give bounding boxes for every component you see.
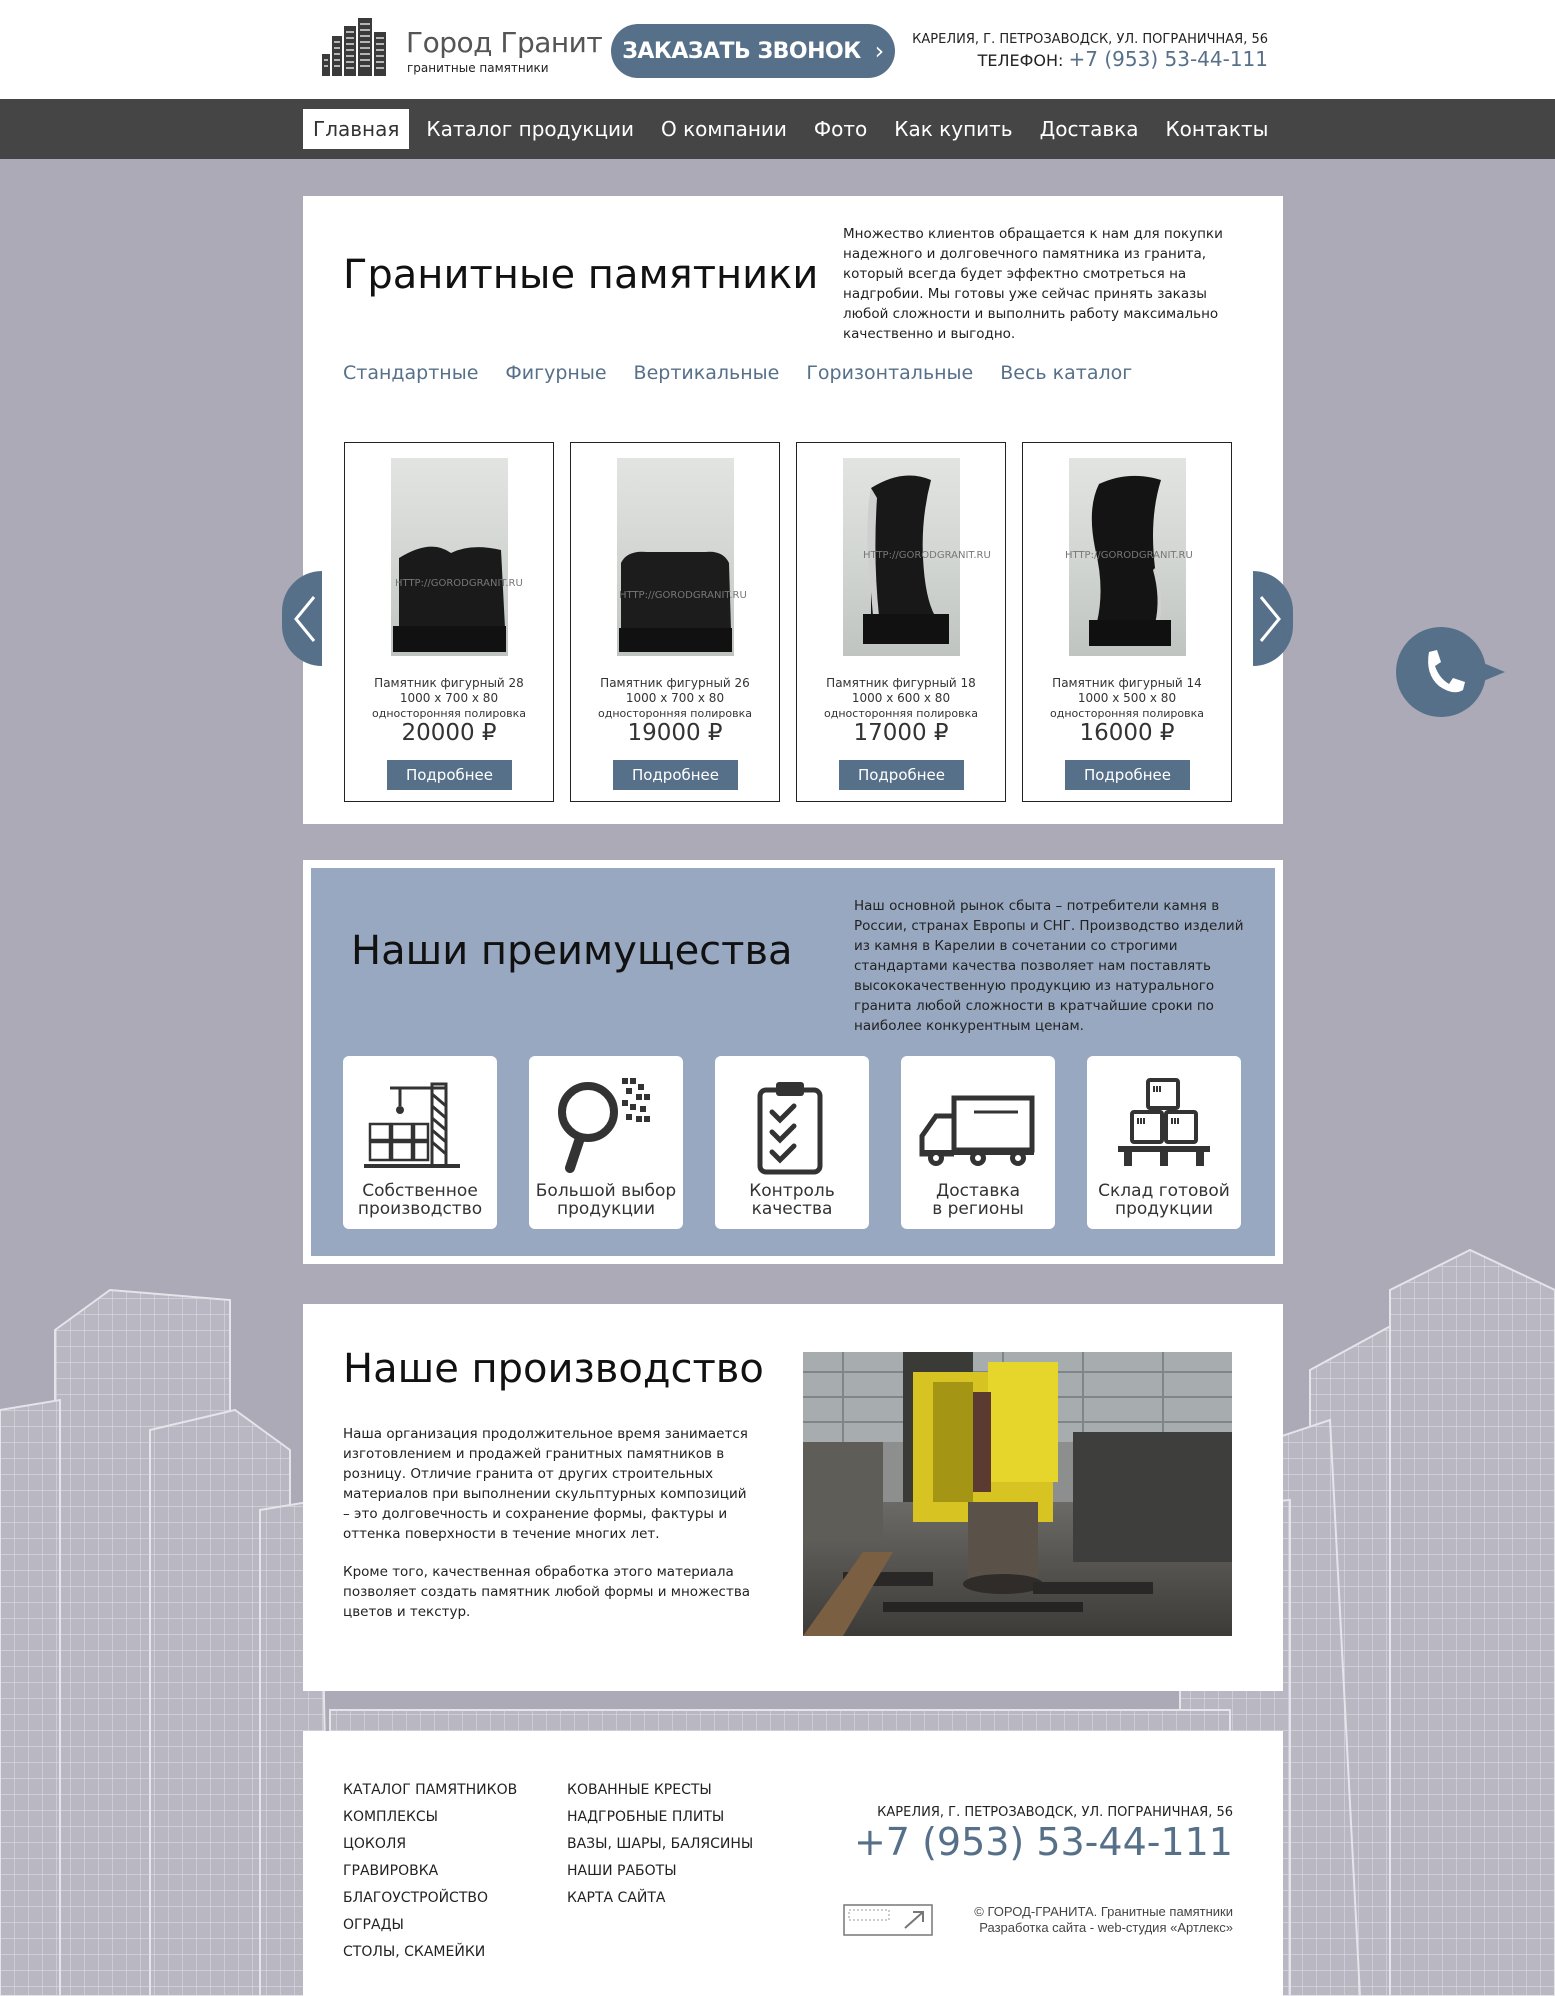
- product-finish: односторонняя полировка: [1050, 707, 1204, 720]
- footer-link[interactable]: СТОЛЫ, СКАМЕЙКИ: [343, 1944, 486, 1960]
- site-footer: [303, 1731, 1283, 1996]
- product-price: 20000 ₽: [401, 720, 497, 746]
- product-finish: односторонняя полировка: [598, 707, 752, 720]
- product-size: 1000 x 700 x 80: [399, 691, 499, 705]
- nav-item-catalog[interactable]: Каталог продукции: [426, 117, 634, 141]
- advantage-card: [1087, 1056, 1241, 1229]
- factory-crane-icon: [360, 1076, 480, 1176]
- production-text: Кроме того, качественная обработка этого материала позволяет создать памятник любой формы и множества цветов и текстур.: [343, 1564, 751, 1620]
- chevron-right-icon: [1259, 595, 1283, 643]
- logo-title: Город Гранит: [406, 26, 603, 59]
- magnifier-icon: [546, 1076, 666, 1176]
- advantage-label: Контроль качества: [749, 1181, 835, 1219]
- warehouse-boxes-icon: [1104, 1076, 1224, 1176]
- footer-link[interactable]: БЛАГОУСТРОЙСТВО: [343, 1890, 489, 1906]
- footer-link[interactable]: ГРАВИРОВКА: [343, 1863, 439, 1879]
- section-title: Гранитные памятники: [343, 252, 819, 298]
- truck-icon: [918, 1076, 1038, 1176]
- logo-buildings-icon: [322, 14, 392, 76]
- watermark-text: HTTP://GORODGRANIT.RU: [863, 550, 991, 561]
- footer-link[interactable]: КОВАННЫЕ КРЕСТЫ: [567, 1782, 712, 1798]
- catalog-intro-text: Множество клиентов обращается к нам для покупки надежного и долговечного памятника из гранита, который всегда будет эффектно смотреться на надгробии. Мы готовы уже сейчас принять заказы любой сложности и выполнить работу максимально качественно и выгодно.: [843, 226, 1223, 342]
- header-phone: [978, 47, 1268, 71]
- nav-item-photo[interactable]: Фото: [813, 117, 868, 141]
- advantage-label: Доставка в регионы: [932, 1181, 1024, 1219]
- main-nav: [0, 99, 1555, 159]
- details-button[interactable]: Подробнее: [1065, 760, 1190, 790]
- product-price: 16000 ₽: [1079, 720, 1175, 746]
- nav-item-home[interactable]: Главная: [303, 109, 409, 149]
- site-header: [0, 0, 1555, 99]
- advantage-card: [901, 1056, 1055, 1229]
- advantages-text: Наш основной рынок сбыта – потребители камня в России, странах Европы и СНГ. Производство изделий из камня в Карелии в сочетании со строгими стандартами качества позволяет нам поставлять высококачественную продукцию из натурального гранита любой сложности в кратчайшие сроки по наиболее конкурентным ценам.: [854, 898, 1244, 1034]
- footer-link[interactable]: ОГРАДЫ: [343, 1917, 404, 1933]
- footer-copyright: [974, 1904, 1233, 1936]
- tab-full-catalog[interactable]: Весь каталог: [1000, 362, 1133, 384]
- footer-address: КАРЕЛИЯ, Г. ПЕТРОЗАВОДСК, УЛ. ПОГРАНИЧНАЯ, 56: [877, 1805, 1233, 1820]
- product-image[interactable]: [391, 458, 523, 656]
- tab-figured[interactable]: Фигурные: [505, 362, 607, 384]
- product-size: 1000 x 500 x 80: [1077, 691, 1177, 705]
- product-finish: односторонняя полировка: [824, 707, 978, 720]
- catalog-tabs: [343, 362, 1132, 384]
- advantages-box: [311, 868, 1275, 1256]
- product-image[interactable]: [1065, 458, 1193, 656]
- details-button[interactable]: Подробнее: [839, 760, 964, 790]
- logo-subtitle: гранитные памятники: [407, 61, 549, 75]
- details-button[interactable]: Подробнее: [613, 760, 738, 790]
- product-name: Памятник фигурный 18: [826, 676, 976, 690]
- carousel-prev-button[interactable]: [282, 571, 322, 666]
- product-card[interactable]: [796, 442, 1006, 802]
- footer-phone[interactable]: +7 (953) 53-44-111: [853, 1820, 1233, 1864]
- watermark-text: HTTP://GORODGRANIT.RU: [395, 578, 523, 589]
- tab-horizontal[interactable]: Горизонтальные: [806, 362, 974, 384]
- tab-vertical[interactable]: Вертикальные: [633, 362, 780, 384]
- footer-link[interactable]: ВАЗЫ, ШАРЫ, БАЛЯСИНЫ: [567, 1836, 754, 1852]
- advantages-section: [303, 860, 1283, 1264]
- header-address: КАРЕЛИЯ, Г. ПЕТРОЗАВОДСК, УЛ. ПОГРАНИЧНАЯ, 56: [912, 32, 1268, 47]
- advantage-card: [529, 1056, 683, 1229]
- product-finish: односторонняя полировка: [372, 707, 526, 720]
- advantage-label: Большой выбор продукции: [535, 1181, 677, 1219]
- section-title: Наше производство: [343, 1346, 764, 1392]
- chevron-left-icon: [292, 595, 316, 643]
- product-price: 19000 ₽: [627, 720, 723, 746]
- phone-number-link[interactable]: +7 (953) 53-44-111: [1068, 47, 1268, 71]
- product-image[interactable]: [843, 458, 991, 656]
- order-call-button[interactable]: [611, 24, 895, 78]
- site-logo[interactable]: [322, 14, 603, 78]
- callback-phone-icon[interactable]: [1395, 626, 1505, 718]
- order-call-label: ЗАКАЗАТЬ ЗВОНОК: [622, 38, 861, 64]
- footer-links-col2: [567, 1777, 753, 1912]
- details-button[interactable]: Подробнее: [387, 760, 512, 790]
- phone-label: ТЕЛЕФОН:: [977, 51, 1064, 70]
- footer-link[interactable]: КОМПЛЕКСЫ: [343, 1809, 439, 1825]
- footer-link[interactable]: НАДГРОБНЫЕ ПЛИТЫ: [567, 1809, 725, 1825]
- production-photo: [803, 1352, 1232, 1636]
- footer-links-col1: [343, 1777, 517, 1966]
- section-title: Наши преимущества: [351, 928, 793, 974]
- product-card[interactable]: [570, 442, 780, 802]
- footer-link[interactable]: КАРТА САЙТА: [567, 1890, 666, 1906]
- catalog-section: [303, 196, 1283, 824]
- clipboard-check-icon: [732, 1076, 852, 1176]
- developer-logo-icon[interactable]: [843, 1904, 933, 1936]
- product-name: Памятник фигурный 28: [374, 676, 524, 690]
- carousel-next-button[interactable]: [1253, 571, 1293, 666]
- copyright-text: © ГОРОД-ГРАНИТА. Гранитные памятники: [974, 1904, 1233, 1919]
- product-card[interactable]: [344, 442, 554, 802]
- product-name: Памятник фигурный 26: [600, 676, 750, 690]
- watermark-text: HTTP://GORODGRANIT.RU: [1065, 550, 1193, 561]
- advantage-card: [343, 1056, 497, 1229]
- product-image[interactable]: [617, 458, 747, 656]
- footer-link[interactable]: ЦОКОЛЯ: [343, 1836, 407, 1852]
- footer-link[interactable]: КАТАЛОГ ПАМЯТНИКОВ: [343, 1782, 518, 1798]
- production-text: Наша организация продолжительное время занимается изготовлением и продажей гранитных памятников в розницу. Отличие гранита от других строительных материалов при выполнении скульптурных композиций – это долговечность и сохранение формы, фактуры и оттенка поверхности в течение многих лет.: [343, 1426, 748, 1542]
- footer-link[interactable]: НАШИ РАБОТЫ: [567, 1863, 677, 1879]
- ruble-icon: ₽: [707, 720, 723, 746]
- advantage-card: [715, 1056, 869, 1229]
- product-name: Памятник фигурный 14: [1052, 676, 1202, 690]
- ruble-icon: ₽: [933, 720, 949, 746]
- nav-item-about[interactable]: О компании: [661, 117, 787, 141]
- product-price: 17000 ₽: [853, 720, 949, 746]
- ruble-icon: ₽: [1159, 720, 1175, 746]
- watermark-text: HTTP://GORODGRANIT.RU: [619, 590, 747, 601]
- chevron-right-icon: ›: [874, 37, 884, 65]
- product-size: 1000 x 600 x 80: [851, 691, 951, 705]
- advantage-label: Склад готовой продукции: [1098, 1181, 1230, 1219]
- developer-credit-link[interactable]: Разработка сайта - web-студия «Артлекс»: [979, 1920, 1233, 1935]
- advantage-label: Собственное производство: [357, 1181, 483, 1219]
- nav-item-how-to-buy[interactable]: Как купить: [894, 117, 1013, 141]
- product-card[interactable]: [1022, 442, 1232, 802]
- ruble-icon: ₽: [481, 720, 497, 746]
- nav-item-delivery[interactable]: Доставка: [1039, 117, 1139, 141]
- nav-item-contacts[interactable]: Контакты: [1165, 117, 1269, 141]
- tab-standard[interactable]: Стандартные: [343, 362, 479, 384]
- product-size: 1000 x 700 x 80: [625, 691, 725, 705]
- production-section: [303, 1304, 1283, 1691]
